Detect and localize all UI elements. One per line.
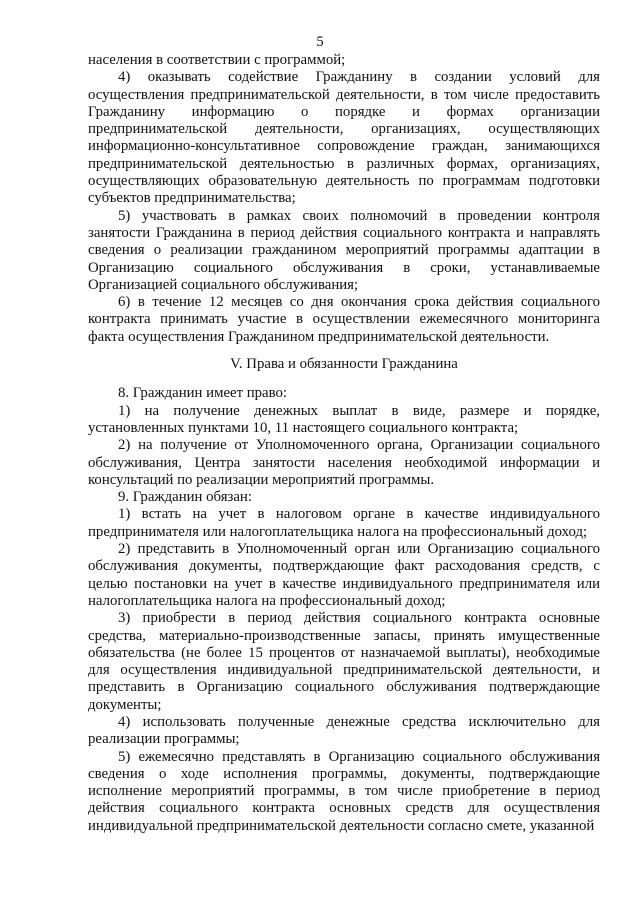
document-body bbox=[88, 52, 600, 835]
paragraph: населения в соответствии с программой; bbox=[88, 52, 346, 68]
paragraph: 1) встать на учет в налоговом органе в качестве индивидуального предпринимателя или налогоплательщика налога на профессиональный доход; bbox=[88, 506, 600, 540]
paragraph: 9. Гражданин обязан: bbox=[118, 489, 252, 506]
paragraph: 4) оказывать содействие Гражданину в создании условий для осуществления предпринимательской деятельности, в том числе предоставить Гражданину информацию о порядке и формах организации предпринимательской деятельности, организациях, осуществляющих информационно-консультативное сопровождение граждан, занимающихся предпринимательской деятельностью в различных формах, организациях, осуществляющих образовательную деятельность по программам подготовки субъектов предпринимательства; bbox=[88, 69, 600, 207]
citizen-rights-obligations-section bbox=[88, 385, 600, 835]
paragraph: 2) на получение от Уполномоченного органа, Организации социального обслуживания, Центра занятости населения необходимой информации и консультаций по реализации мероприятий программы. bbox=[88, 437, 600, 488]
obligations-continued-section bbox=[88, 52, 600, 346]
paragraph: 5) ежемесячно представлять в Организацию социального обслуживания сведения о ходе исполнения программы, документы, подтверждающие исполнение мероприятий программы, в том числе приобретение в период действия социального контракта основных средств для осуществления индивидуальной предпринимательской деятельности согласно смете, указанной bbox=[88, 748, 600, 834]
paragraph: 4) использовать полученные денежные средства исключительно для реализации программы; bbox=[88, 713, 600, 748]
paragraph: 8. Гражданин имеет право: bbox=[118, 385, 288, 402]
paragraph: 1) на получение денежных выплат в виде, размере и порядке, установленных пунктами 10, 11 настоящего социального контракта; bbox=[88, 402, 600, 436]
page-number: 5 bbox=[316, 34, 324, 50]
paragraph: 2) представить в Уполномоченный орган или Организацию социального обслуживания документы, подтверждающие факт расходования средств, с целью постановки на учет в качестве индивидуального предпринимателя или налогоплательщика налога на профессиональный доход; bbox=[88, 541, 600, 609]
paragraph: 3) приобрести в период действия социального контракта основные средства, материально-производственные запасы, принять имущественные обязательства (не более 15 процентов от назначаемой выплаты), необходимые для осуществления индивидуальной предпринимательской деятельности, и представить в Организацию социального обслуживания подтверждающие документы; bbox=[88, 610, 600, 713]
paragraph: 5) участвовать в рамках своих полномочий в проведении контроля занятости Гражданина в период действия социального контракта и направлять сведения о реализации гражданином мероприятий программы адаптации в Организацию социального обслуживания в сроки, устанавливаемые Организацией социального обслуживания; bbox=[88, 207, 600, 293]
paragraph: 6) в течение 12 месяцев со дня окончания срока действия социального контракта принимать участие в осуществлении ежемесячного мониторинга факта осуществления Гражданином предпринимательской деятельности. bbox=[88, 294, 600, 345]
section-heading: V. Права и обязанности Гражданина bbox=[230, 356, 458, 373]
